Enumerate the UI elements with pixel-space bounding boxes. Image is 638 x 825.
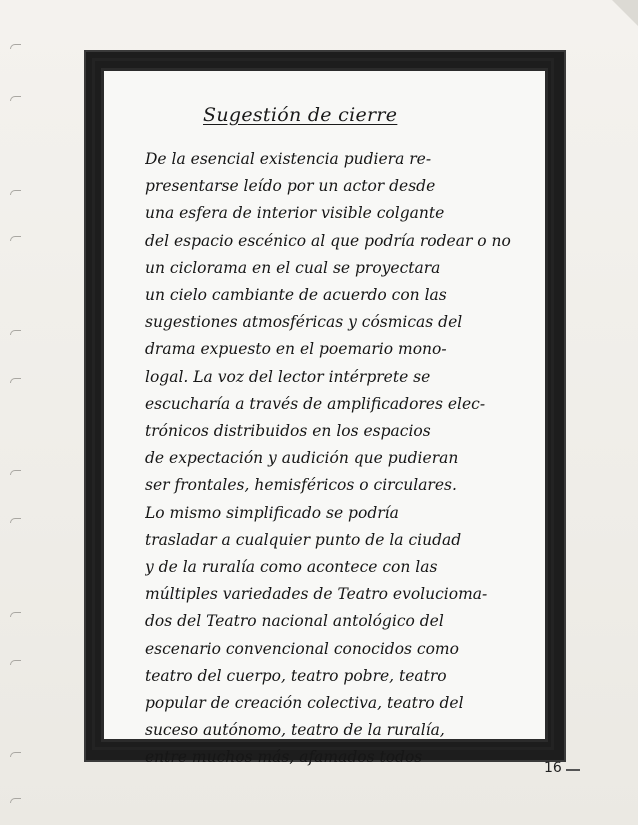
text-line: entre muchos más, afamados todos bbox=[145, 748, 423, 767]
folded-corner bbox=[612, 0, 638, 26]
text-line: trasladar a cualquier punto de la ciudad bbox=[145, 530, 462, 549]
text-line: un ciclorama en el cual se proyectara bbox=[145, 258, 441, 277]
binder-hole-mark bbox=[10, 378, 21, 383]
text-line: drama expuesto en el poemario mono- bbox=[145, 340, 447, 359]
text-line: una esfera de interior visible colgante bbox=[145, 204, 445, 223]
hand-drawn-border-frame bbox=[86, 52, 564, 767]
binder-hole-mark bbox=[10, 612, 21, 617]
text-line: escucharía a través de amplificadores elec- bbox=[145, 394, 486, 413]
binder-hole-mark bbox=[10, 752, 21, 757]
binder-hole-mark bbox=[10, 518, 21, 523]
binder-hole-mark bbox=[10, 44, 21, 49]
text-line: un cielo cambiante de acuerdo con las bbox=[145, 286, 447, 305]
text-line: De la esencial existencia pudiera re- bbox=[145, 150, 432, 168]
text-line: de expectación y audición que pudieran bbox=[145, 449, 459, 468]
text-line: logal. La voz del lector intérprete se bbox=[145, 367, 431, 386]
binder-hole-mark bbox=[10, 190, 21, 195]
binder-hole-mark bbox=[10, 660, 21, 665]
binder-hole-mark bbox=[10, 96, 21, 101]
text-line: y de la ruralía como acontece con las bbox=[145, 558, 438, 577]
text-line: suceso autónomo, teatro de la ruralía, bbox=[145, 721, 445, 740]
text-line: escenario convencional conocidos como bbox=[145, 639, 459, 658]
binder-hole-mark bbox=[10, 330, 21, 335]
page-title: Sugestión de cierre bbox=[203, 104, 398, 126]
text-line: trónicos distribuidos en los espacios bbox=[145, 422, 431, 441]
page-number: 16 bbox=[544, 760, 562, 776]
text-line: teatro del cuerpo, teatro pobre, teatro bbox=[145, 666, 447, 685]
text-line: dos del Teatro nacional antológico del bbox=[145, 612, 444, 631]
text-line: ser frontales, hemisféricos o circulares. bbox=[145, 476, 457, 495]
text-line: múltiples variedades de Teatro evolucioma- bbox=[145, 585, 488, 604]
binder-hole-mark bbox=[10, 798, 21, 803]
text-line: Lo mismo simplificado se podría bbox=[145, 503, 399, 522]
binder-hole-mark bbox=[10, 236, 21, 241]
text-line: sugestiones atmosféricas y cósmicas del bbox=[145, 313, 463, 332]
binder-hole-mark bbox=[10, 470, 21, 475]
text-line: del espacio escénico al que podría rodear o no bbox=[145, 231, 511, 250]
text-line: presentarse leído por un actor desde bbox=[145, 177, 436, 196]
text-line: popular de creación colectiva, teatro del bbox=[145, 694, 464, 713]
handwritten-body-text bbox=[145, 146, 545, 772]
